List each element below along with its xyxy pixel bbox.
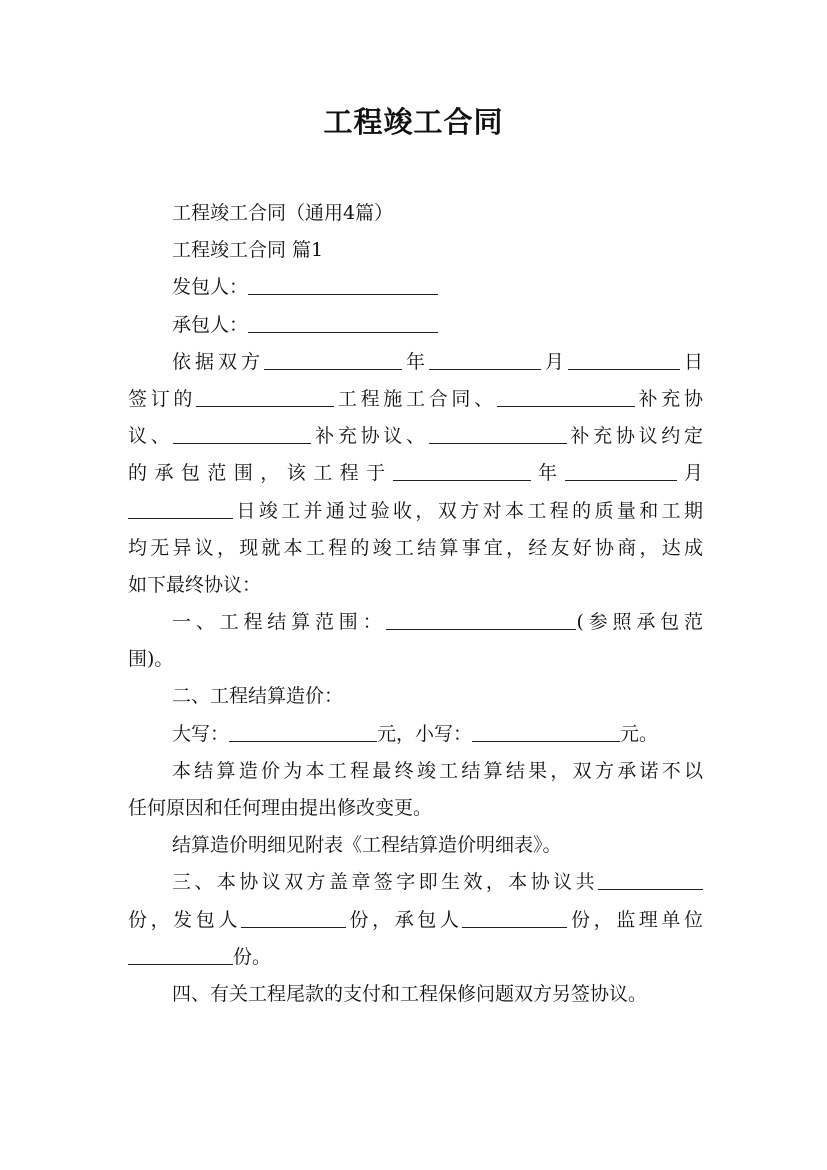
blank [429, 351, 541, 370]
text: 一、工程结算范围： [172, 611, 387, 634]
paragraph-line [128, 344, 703, 381]
blank [173, 425, 311, 444]
blank [598, 871, 703, 890]
blank [241, 909, 346, 928]
contractor-blank [248, 314, 438, 333]
text: 工程施工合同、 [334, 387, 497, 410]
employer-blank [248, 276, 438, 295]
text: 日 [679, 350, 703, 373]
section-heading: 工程竣工合同 篇1 [172, 239, 324, 262]
text: 份，监理单位 [567, 908, 703, 931]
blank [264, 351, 402, 370]
blank [429, 425, 567, 444]
paragraph-line: 本结算造价为本工程最终竣工结算结果，双方承诺不以 [172, 759, 703, 782]
text: 依据双方 [172, 350, 264, 373]
text: 元，小写： [377, 722, 473, 745]
blank [386, 611, 576, 630]
clause-1 [128, 604, 703, 641]
text: 补充协议、 [311, 425, 429, 448]
blank [128, 946, 233, 965]
text: 补充协议约定 [566, 425, 703, 448]
clause-3 [128, 864, 703, 901]
paragraph-line: 均无异议，现就本工程的竣工结算事宜，经友好协商，达成 [128, 536, 703, 559]
document-body [128, 195, 703, 1013]
text: 议、 [128, 425, 174, 448]
subtitle: 工程竣工合同（通用4篇） [172, 202, 394, 224]
employer-label: 发包人： [172, 276, 249, 299]
blank [393, 462, 531, 481]
blank [462, 909, 567, 928]
blank [128, 500, 233, 519]
paragraph-line: 任何原因和任何理由提出修改变更。 [128, 797, 433, 819]
text: 大写： [172, 722, 230, 745]
contractor-line [128, 307, 703, 344]
text: 三、本协议双方盖章签字即生效，本协议共 [172, 871, 598, 894]
paragraph-line: 如下最终协议： [128, 573, 262, 596]
clause-4: 四、有关工程尾款的支付和工程保修问题双方另签协议。 [172, 982, 648, 1005]
text: (参照承包范 [576, 611, 703, 634]
blank [472, 723, 620, 742]
document-title: 工程竣工合同 [323, 105, 504, 139]
paragraph-line [128, 381, 703, 418]
employer-line [128, 269, 703, 306]
text: 份，承包人 [345, 908, 463, 931]
clause-3-cont [128, 902, 703, 939]
text: 份。 [233, 945, 272, 968]
clause-2: 二、工程结算造价： [172, 685, 344, 708]
blank [568, 351, 680, 370]
blank [229, 723, 377, 742]
blank [196, 388, 334, 407]
text: 月 [540, 350, 568, 373]
blank [497, 388, 635, 407]
blank [565, 462, 677, 481]
text: 补充协 [634, 387, 703, 410]
text: 的承包范围，该工程于 [128, 462, 393, 485]
clause-1-cont: 围)。 [128, 648, 174, 671]
clause-3-end [128, 939, 703, 976]
text: 月 [676, 462, 703, 485]
paragraph-line [128, 418, 703, 455]
clause-2-amount [128, 716, 703, 753]
text: 元。 [620, 722, 659, 745]
text: 年 [401, 350, 429, 373]
paragraph-line [128, 455, 703, 492]
paragraph-line [128, 493, 703, 530]
paragraph-line: 结算造价明细见附表《工程结算造价明细表》。 [172, 834, 562, 857]
text: 日竣工并通过验收，双方对本工程的质量和工期 [233, 499, 703, 522]
text: 份，发包人 [128, 908, 241, 931]
text: 年 [530, 462, 565, 485]
contractor-label: 承包人： [172, 313, 249, 336]
text: 签订的 [128, 387, 197, 410]
